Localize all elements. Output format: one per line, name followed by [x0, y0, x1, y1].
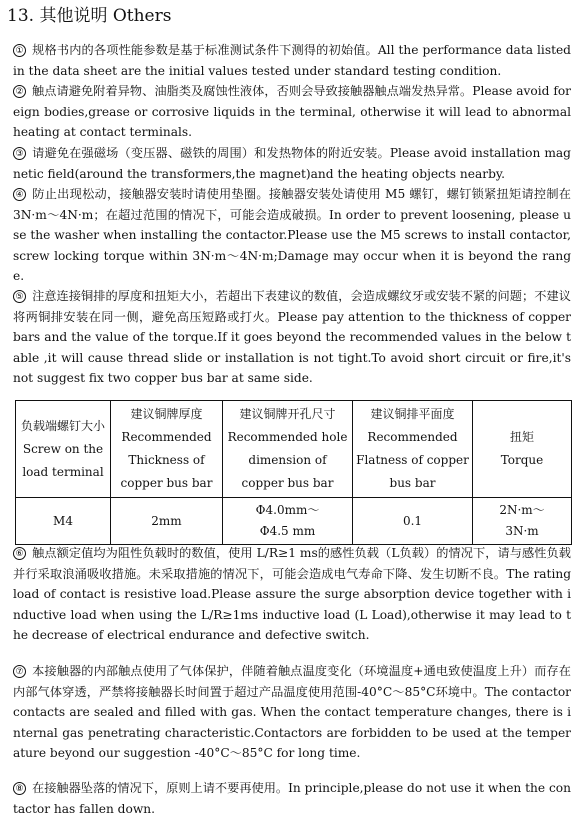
note-2-text: 触点请避免附着异物、油脂类及腐蚀性液体，否则会导致接触器触点端发热异常。Please avoid foreign bodies,grease or corrosive liquids in the terminal, otherwise it will lead to abnormal heating at contact terminals.: [13, 84, 571, 140]
header-torque: 扭矩 Torque: [473, 401, 572, 498]
section-heading: 13. 其他说明 Others: [7, 6, 172, 26]
marker-6-icon: ⑥: [13, 547, 26, 560]
note-7-text: 本接触器的内部触点使用了气体保护，伴随着触点温度变化（环境温度+通电致使温度上升）而存在内部气体穿透，严禁将接触器长时间置于超过产品温度使用范围-40°C～85°C环境中。The contactor contacts are sealed and filled with gas. When the contact temperature changes, there is internal gas penetrating characteristic.Contactors are forbidden to be used at the temperature beyond our suggestion -40°C～85°C for long time.: [13, 664, 571, 761]
header-thickness: 建议铜牌厚度 Recommended Thickness of copper bus bar: [111, 401, 223, 498]
cell-hole: Φ4.0mm～ Φ4.5 mm: [223, 498, 353, 545]
cell-torque: 2N·m～ 3N·m: [473, 498, 572, 545]
note-7: [13, 661, 571, 764]
marker-1-icon: ①: [13, 44, 26, 57]
marker-2-icon: ②: [13, 85, 26, 98]
note-1-text: 规格书内的各项性能参数是基于标准测试条件下测得的初始值。All the performance data listed in the data sheet are the initial values tested under standard testing condition.: [13, 43, 571, 78]
note-4-text: 防止出现松动，接触器安装时请使用垫圈。接触器安装处请使用 M5 螺钉，螺钉锁紧扭矩请控制在 3N·m～4N·m；在超过范围的情况下，可能会造成破损。In order to prevent loosening, please use the washer when installing the contactor.Please use the M5 screws to install contactor,screw locking torque within 3N·m～4N·m;Damage may occur when it is beyond the range.: [13, 187, 571, 284]
table-row: [16, 498, 572, 545]
note-6: [13, 543, 571, 646]
note-5: [13, 286, 571, 389]
header-screw: 负载端螺钉大小 Screw on the load terminal: [16, 401, 111, 498]
note-8-text: 在接触器坠落的情况下，原则上请不要再使用。In principle,please do not use it when the contactor has fallen down.: [13, 781, 571, 816]
marker-7-icon: ⑦: [13, 665, 26, 678]
header-flatness: 建议铜排平面度 Recommended Flatness of copper bus bar: [353, 401, 473, 498]
note-4: [13, 184, 571, 287]
cell-thickness: 2mm: [111, 498, 223, 545]
table-header-row: [16, 401, 572, 498]
header-hole: 建议铜牌开孔尺寸 Recommended hole dimension of copper bus bar: [223, 401, 353, 498]
note-3: [13, 143, 571, 184]
note-1: [13, 40, 571, 81]
note-8: [13, 778, 571, 819]
marker-5-icon: ⑤: [13, 290, 26, 303]
marker-4-icon: ④: [13, 188, 26, 201]
copper-bar-spec-table: [15, 400, 572, 545]
cell-flatness: 0.1: [353, 498, 473, 545]
note-6-text: 触点额定值均为阻性负载时的数值，使用 L/R≥1 ms的感性负载（L负载）的情况下，请与感性负载并行采取浪涌吸收措施。未采取措施的情况下，可能会造成电气寿命下降、发生切断不良。The rating load of contact is resistive load.Please assure the surge absorption device together with inductive load when using the L/R≥1ms inductive load (L Load),otherwise it may lead to the decrease of electrical endurance and defective switch.: [13, 546, 571, 643]
marker-8-icon: ⑧: [13, 782, 26, 795]
marker-3-icon: ③: [13, 147, 26, 160]
note-2: [13, 81, 571, 143]
note-3-text: 请避免在强磁场（变压器、磁铁的周围）和发热物体的附近安装。Please avoid installation magnetic field(around the transformers,the magnet)and the heating objects nearby.: [13, 146, 571, 181]
cell-screw: M4: [16, 498, 111, 545]
note-5-text: 注意连接铜排的厚度和扭矩大小，若超出下表建议的数值，会造成螺纹牙或安装不紧的问题；不建议将两铜排安装在同一侧，避免高压短路或打火。Please pay attention to the thickness of copper bars and the value of the torque.If it goes beyond the recommended values in the below table ,it will cause thread slide or installation is not tight.To avoid short circuit or fire,it's not suggest fix two copper bus bar at same side.: [13, 289, 571, 386]
